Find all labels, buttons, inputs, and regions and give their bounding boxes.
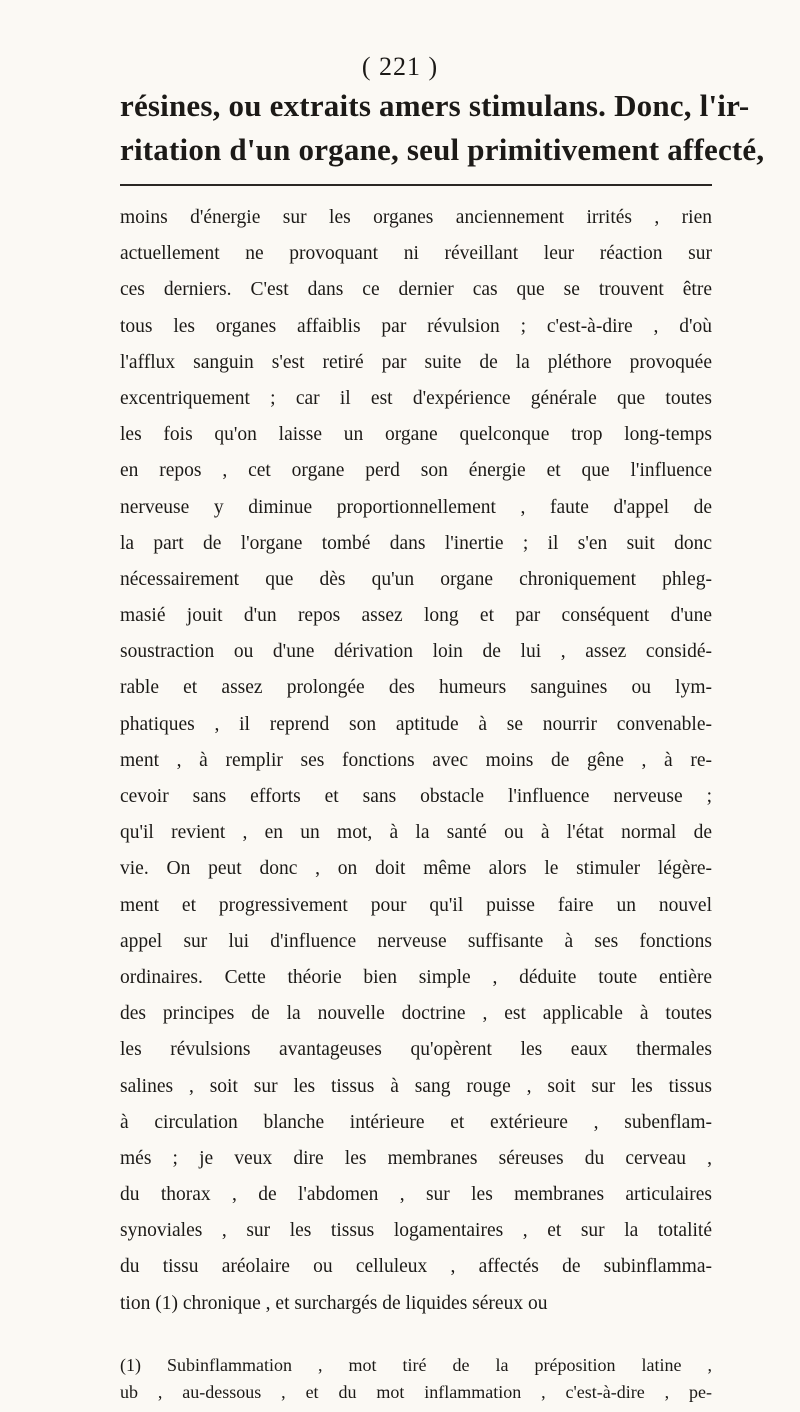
body-line: ordinaires. Cette théorie bien simple , déduite toute entière [120, 966, 712, 988]
body-paragraph [120, 200, 712, 1322]
body-line: l'afflux sanguin s'est retiré par suite de la pléthore provoquée [120, 351, 712, 373]
body-line: tous les organes affaiblis par révulsion ; c'est-à-dire , d'où [120, 315, 712, 337]
body-line: ment , à remplir ses fonctions avec moins de gêne , à re- [120, 749, 712, 771]
body-line: salines , soit sur les tissus à sang rouge , soit sur les tissus [120, 1075, 712, 1097]
body-line: phatiques , il reprend son aptitude à se nourrir convenable- [120, 713, 712, 735]
header-line-1: résines, ou extraits amers stimulans. Donc, l'ir- [120, 88, 750, 123]
body-line: synoviales , sur les tissus logamentaires , et sur la totalité [120, 1220, 712, 1242]
body-line: les révulsions avantageuses qu'opèrent les eaux thermales [120, 1039, 712, 1061]
body-line: nerveuse y diminue proportionnellement , faute d'appel de [120, 496, 712, 518]
body-line: cevoir sans efforts et sans obstacle l'influence nerveuse ; [120, 786, 712, 807]
body-line: nécessairement que dès qu'un organe chroniquement phleg- [120, 568, 712, 590]
body-line: la part de l'organe tombé dans l'inertie ; il s'en suit donc [120, 532, 712, 554]
body-line: du thorax , de l'abdomen , sur les membranes articulaires [120, 1184, 712, 1206]
body-line: ment et progressivement pour qu'il puisse faire un nouvel [120, 894, 712, 916]
body-line: tion (1) chronique , et surchargés de liquides séreux ou [120, 1292, 548, 1314]
header-line-2: ritation d'un organe, seul primitivement affecté, [120, 132, 765, 167]
body-line: rable et assez prolongée des humeurs sanguines ou lym- [120, 677, 712, 699]
body-line: en repos , cet organe perd son énergie et que l'influence [120, 460, 712, 482]
footnote-line: (1) Subinflammation , mot tiré de la préposition latine , [120, 1355, 712, 1375]
body-line: qu'il revient , en un mot, à la santé ou à l'état normal de [120, 822, 712, 844]
body-line: des principes de la nouvelle doctrine , est applicable à toutes [120, 1003, 712, 1025]
body-line: soustraction ou d'une dérivation loin de lui , assez considé- [120, 641, 712, 663]
section-divider [120, 184, 712, 186]
body-line: moins d'énergie sur les organes anciennement irrités , rien [120, 207, 712, 228]
body-line: à circulation blanche intérieure et extérieure , subenflam- [120, 1111, 712, 1133]
body-line: les fois qu'on laisse un organe quelconque trop long-temps [120, 424, 712, 446]
footnote-line: ub , au-dessous , et du mot inflammation , c'est-à-dire , pe- [120, 1382, 712, 1402]
body-line: appel sur lui d'influence nerveuse suffisante à ses fonctions [120, 930, 712, 952]
body-line: vie. On peut donc , on doit même alors le stimuler légère- [120, 858, 712, 880]
body-line: ces derniers. C'est dans ce dernier cas que se trouvent être [120, 279, 712, 301]
page-number: ( 221 ) [361, 52, 439, 81]
body-line: més ; je veux dire les membranes séreuses du cerveau , [120, 1147, 712, 1169]
body-line: actuellement ne provoquant ni réveillant leur réaction sur [120, 243, 712, 265]
body-line: excentriquement ; car il est d'expérience générale que toutes [120, 387, 712, 409]
body-line: du tissu aréolaire ou celluleux , affectés de subinflamma- [120, 1256, 712, 1278]
body-line: masié jouit d'un repos assez long et par conséquent d'une [120, 605, 712, 627]
footnote [120, 1352, 712, 1406]
